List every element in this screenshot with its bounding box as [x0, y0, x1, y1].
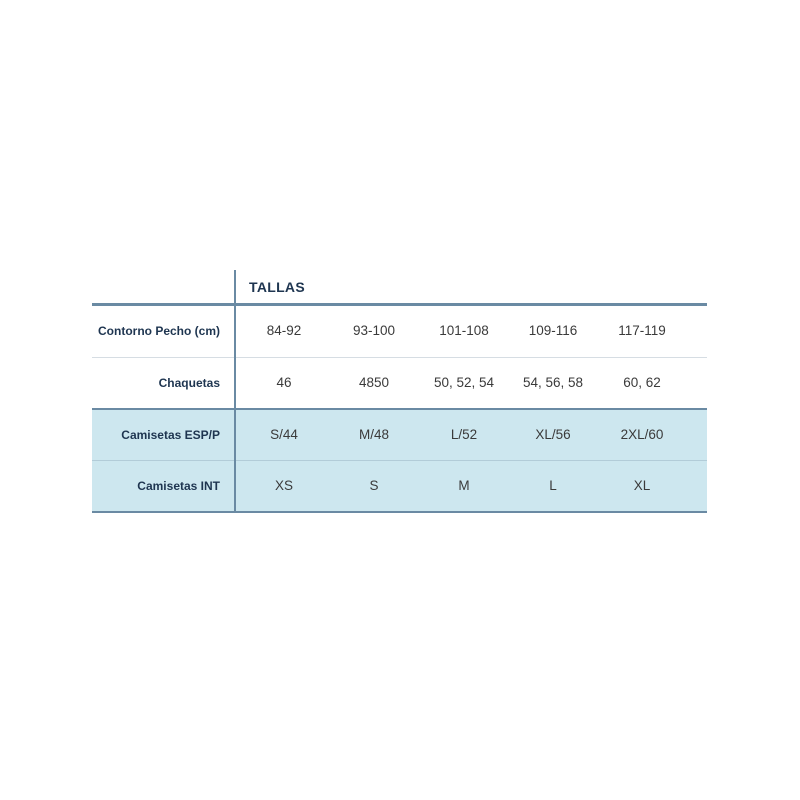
table-cell: 54, 56, 58 [522, 375, 584, 390]
size-chart-table [92, 270, 707, 513]
table-cell: 84-92 [266, 323, 302, 338]
table-cell: XS [274, 478, 293, 493]
table-row [92, 461, 707, 511]
table-cell: 109-116 [528, 323, 578, 338]
table-header-row [92, 270, 707, 306]
table-cell: L/52 [450, 427, 478, 442]
table-cell: 50, 52, 54 [433, 375, 495, 390]
table-cell: S [369, 478, 379, 493]
table-row [92, 358, 707, 408]
table-row [92, 410, 707, 460]
row-label: Chaquetas [158, 376, 220, 390]
row-label: Camisetas INT [137, 479, 220, 493]
table-cell: 2XL/60 [620, 427, 664, 442]
label-column-divider [234, 270, 236, 513]
row-label: Camisetas ESP/P [121, 428, 220, 442]
table-cell: 93-100 [352, 323, 396, 338]
table-cell: 117-119 [618, 323, 666, 338]
table-cell: 101-108 [439, 323, 489, 338]
table-bottom-border [92, 511, 707, 513]
table-cell: M [458, 478, 470, 493]
table-cell: L [549, 478, 557, 493]
table-cell: M/48 [358, 427, 389, 442]
table-cell: 4850 [358, 375, 390, 390]
row-label: Contorno Pecho (cm) [98, 324, 220, 338]
table-cell: XL [633, 478, 651, 493]
table-title: TALLAS [249, 279, 305, 295]
table-cell: 46 [276, 375, 292, 390]
table-cell: 60, 62 [623, 375, 661, 390]
table-cell: XL/56 [535, 427, 571, 442]
table-row [92, 306, 707, 356]
table-cell: S/44 [270, 427, 298, 442]
